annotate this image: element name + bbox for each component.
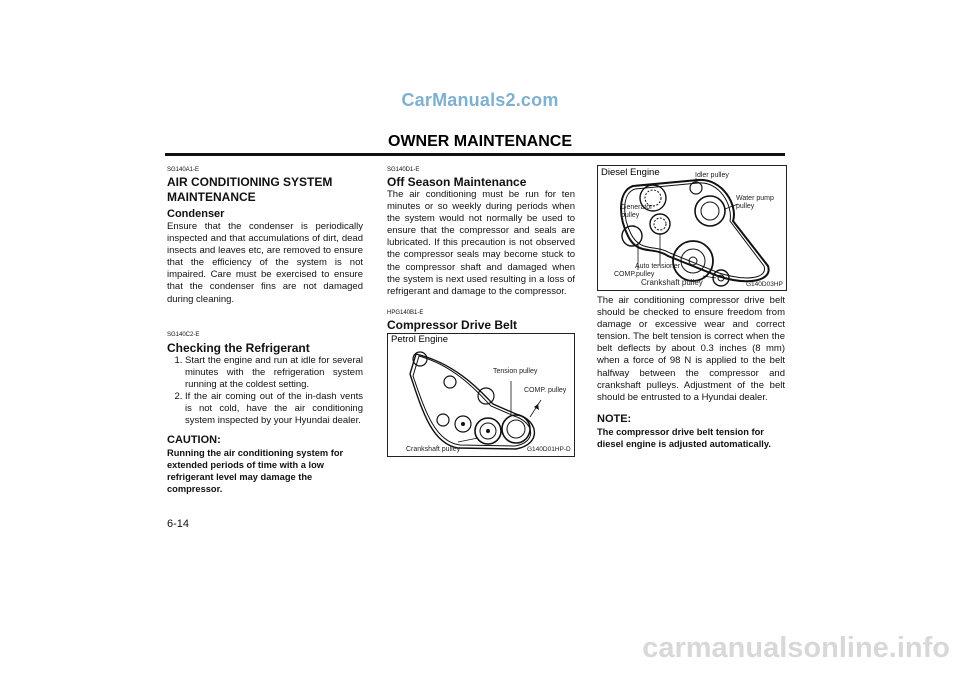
- condenser-heading: Condenser: [167, 208, 225, 220]
- section-code: HPG140B1-E: [387, 310, 424, 316]
- page-number: 6-14: [167, 518, 190, 530]
- generator-pulley-label: Generator pulley: [621, 204, 653, 219]
- auto-tensioner-label: Auto tensioner: [635, 263, 681, 270]
- water-pump-pulley-label: Water pump pulley: [736, 195, 774, 210]
- column-left: [167, 166, 363, 495]
- figure-code: G140D01HP-D: [527, 446, 571, 453]
- petrol-engine-figure: [387, 333, 575, 457]
- header-rule: [165, 153, 785, 156]
- crankshaft-pulley-label: Crankshaft pulley: [406, 446, 461, 453]
- section-title: AIR CONDITIONING SYSTEM MAINTENANCE: [167, 175, 333, 204]
- note-title: NOTE:: [597, 412, 632, 425]
- section-code: SG140D1-E: [387, 167, 420, 173]
- refrigerant-steps: [167, 355, 363, 427]
- list-item: 2. If the air coming out of the in-dash vents is not cold, have the air conditioning system inspected by your Hyundai dealer.: [185, 391, 363, 427]
- note-text: The compressor drive belt tension for diesel engine is adjusted automatically.: [597, 426, 771, 449]
- belt-section-head: [387, 309, 575, 332]
- page-title: OWNER MAINTENANCE: [388, 133, 572, 150]
- crankshaft-pulley-label: Crankshaft pulley: [641, 278, 703, 287]
- tension-pulley-label: Tension pulley: [493, 368, 538, 375]
- comp-pulley-label: COMP.pulley: [614, 271, 655, 278]
- condenser-text: Ensure that the condenser is periodically inspected and that accumulations of dirt, dead insects and leaves etc, are removed to ensure that the efficiency of the system is not impaired. Care must be exercised to ensure that the condenser fins are not damaged during cleaning.: [167, 221, 363, 305]
- diesel-figure-title: Diesel Engine: [601, 167, 660, 178]
- figure-code: G140D03HP: [746, 281, 783, 288]
- offseason-text: The air conditioning must be run for ten minutes or so weekly during periods when the system would not normally be used to ensure that the compressor and seals are lubricated. If this precaution is not observed the compressor seals may become stuck to the compressor shaft and damaged when the system is next used resulting in a loss of refrigerant and damage to the compressor.: [387, 189, 575, 297]
- column-right: [597, 295, 785, 450]
- belt-heading: Compressor Drive Belt: [387, 318, 518, 332]
- column-middle: [387, 166, 575, 298]
- list-item: 1. Start the engine and run at idle for several minutes with the refrigeration system running at the coldest setting.: [185, 355, 363, 391]
- watermark-top[interactable]: CarManuals2.com: [401, 90, 559, 110]
- petrol-figure-title: Petrol Engine: [391, 334, 449, 345]
- comp-pulley-label: COMP. pulley: [524, 387, 567, 394]
- section-code: SG140A1-E: [167, 167, 200, 173]
- belt-check-text: The air conditioning compressor drive belt should be checked to ensure freedom from damage or excessive wear and correct tension. The belt tension is correct when the belt deflects by about 0.3 inches (8 mm) when a force of 98 N is applied to the belt halfway between the compressor and crankshaft pulleys. Adjustment of the belt should be entrusted to a Hyundai dealer.: [597, 295, 785, 403]
- caution-title: CAUTION:: [167, 433, 221, 446]
- petrol-belt-diagram: [388, 334, 574, 456]
- refrigerant-heading: Checking the Refrigerant: [167, 340, 310, 355]
- caution-text: Running the air conditioning system for extended periods of time with a low refrigerant level may damage the compressor.: [167, 447, 344, 494]
- diesel-engine-figure: [597, 165, 787, 291]
- idler-pulley-label: Idler pulley: [695, 172, 729, 179]
- section-code: SG140C2-E: [167, 331, 200, 338]
- offseason-heading: Off Season Maintenance: [387, 175, 527, 189]
- watermark-bottom[interactable]: carmanualsonline.info: [642, 632, 950, 664]
